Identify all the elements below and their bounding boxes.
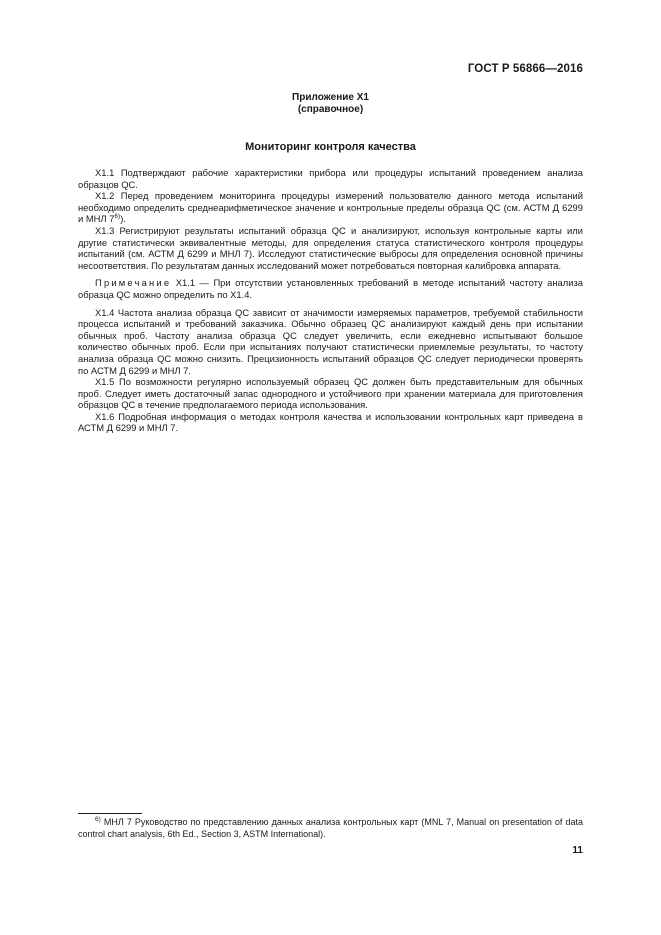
appendix-title: Приложение Х1 xyxy=(292,92,369,103)
note-x1-1 xyxy=(78,277,583,300)
page-number: 11 xyxy=(572,845,583,856)
standard-designation: ГОСТ Р 56866—2016 xyxy=(467,63,583,75)
paragraph-x1-1: Х1.1 Подтверждают рабочие характеристики прибора или процедуры испытаний проведением анализа образцов QC. xyxy=(78,167,583,190)
paragraph-x1-5: Х1.5 По возможности регулярно используемый образец QC должен быть представительным для обычных проб. Следует иметь достаточный запас однородного и устойчивого при хранении материала для приготовления образцов QC в течение предполагаемого периода использования. xyxy=(78,376,583,411)
appendix-subtitle: (справочное) xyxy=(297,104,364,115)
footnote-text: МНЛ 7 Руководство по представлению данных анализа контрольных карт (MNL 7, Manual on presentation of data control chart analysis, 6th Ed., Section 3, ASTM International). xyxy=(78,817,583,839)
paragraph-x1-2 xyxy=(78,190,583,225)
paragraph-x1-2-end: ). xyxy=(120,213,126,225)
note-label: Примечание xyxy=(95,277,172,289)
note-text: Х1.1 — При отсутствии установленных требований в методе испытаний частоту анализа образца QC можно определить по Х1.4. xyxy=(78,277,583,300)
paragraph-x1-3: Х1.3 Регистрируют результаты испытаний образца QC и анализируют, используя контрольные карты или другие статистически эквивалентные методы, для определения статуса статистического контроля процедуры испытаний (см. АСТМ Д 6299 и МНЛ 7). Исследуют статистические выбросы для определения основной причины несоответствия. По результатам данных исследований может потребоваться повторная калибровка аппарата. xyxy=(78,224,583,271)
section-title: Мониторинг контроля качества xyxy=(245,141,416,153)
footnote-divider xyxy=(78,813,142,814)
footnote-paragraph xyxy=(78,817,583,840)
footnote-marker: 6) xyxy=(95,816,101,823)
footnote xyxy=(78,817,583,840)
body-text xyxy=(78,167,583,434)
paragraph-x1-6: Х1.6 Подробная информация о методах контроля качества и использовании контрольных карт приведена в АСТМ Д 6299 и МНЛ 7. xyxy=(78,410,583,434)
paragraph-x1-4: Х1.4 Частота анализа образца QC зависит от значимости измеряемых параметров, требуемой стабильности процесса испытаний и требований заказчика. Обычно образец QC анализируют каждый день при испытании обычных проб. Частоту анализа образца QC следует увеличить, если ежедневно испытывают большое количество обычных проб. Если при испытаниях получают статистически приемлемые результаты, то частоту анализа образца QC можно снизить. Прецизионность испытаний образцов QC следует периодически проверять по АСТМ Д 6299 и МНЛ 7. xyxy=(78,306,583,376)
footnote-reference: 6) xyxy=(114,213,121,221)
paragraph-x1-2-text: Х1.2 Перед проведением мониторинга процедуры измерений пользователю данного метода испытаний необходимо определить среднеарифметическое значение и контрольные пределы образца QC (см. АСТМ Д 6299 и МНЛ 7 xyxy=(78,190,583,225)
